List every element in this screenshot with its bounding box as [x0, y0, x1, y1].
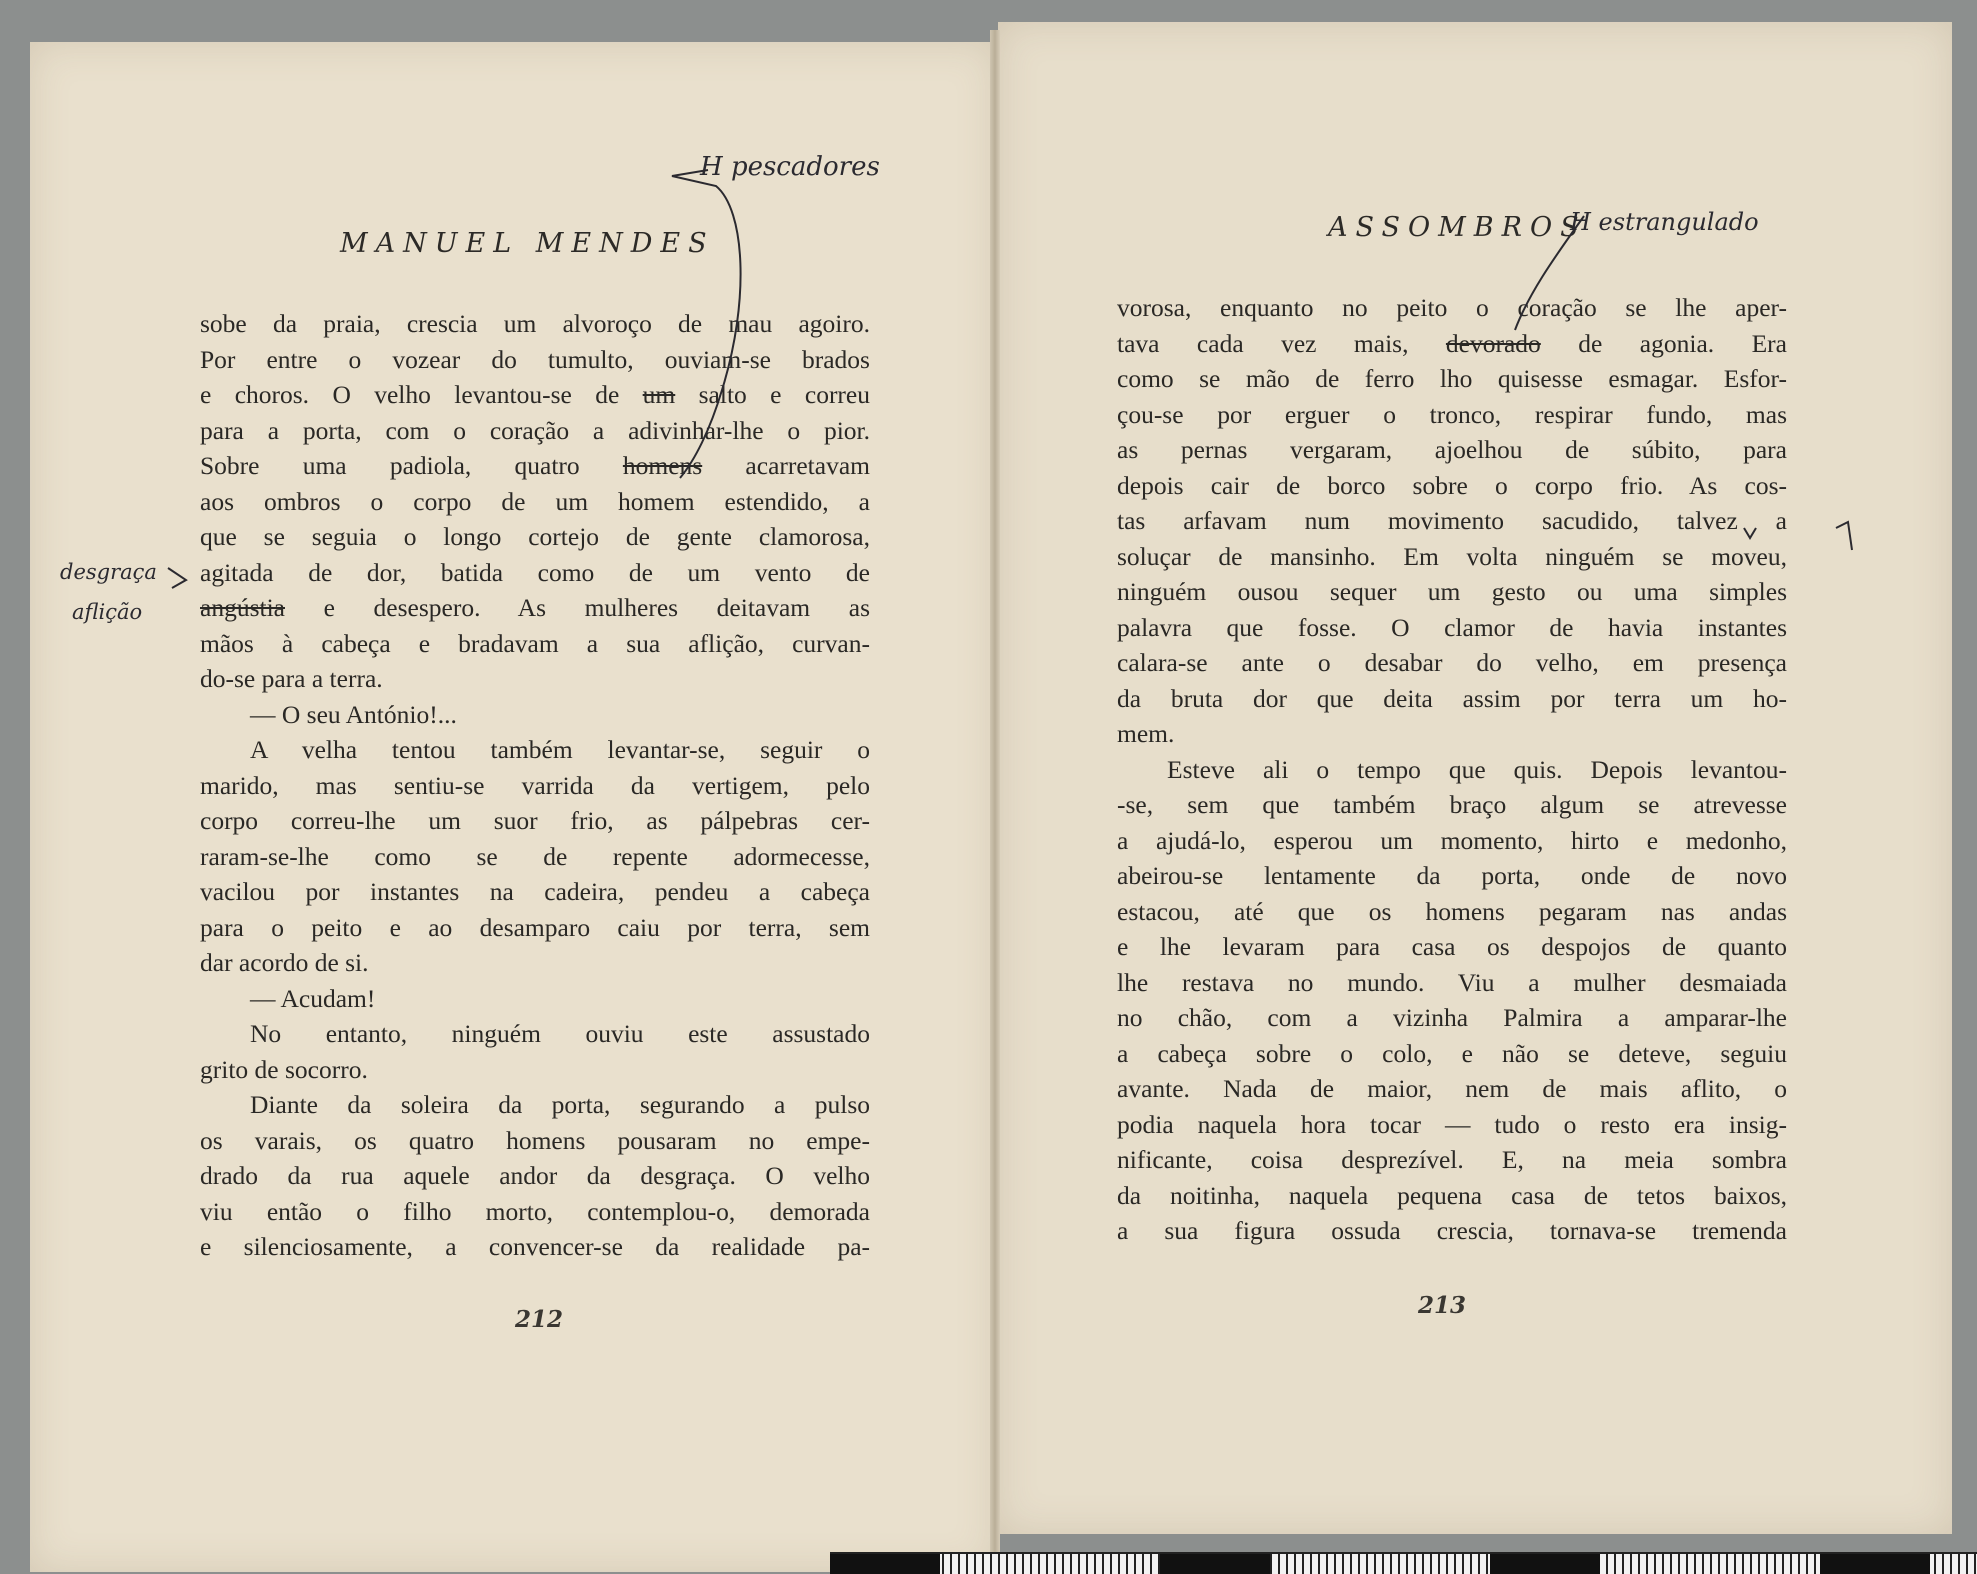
text-line: abeirou-se lentamente da porta, onde de novo — [1117, 861, 1787, 890]
struck-word: um — [642, 380, 676, 409]
text-segment: acarretavam — [702, 451, 870, 480]
text-line: palavra que fosse. O clamor de havia instantes — [1117, 612, 1787, 642]
insertion-caret — [1744, 528, 1756, 538]
text-line: aos ombros o corpo de um homem estendido, a — [200, 486, 870, 516]
text-segment: salto e correu — [675, 380, 870, 409]
struck-word: devorado — [1445, 328, 1541, 358]
text-line: agitada de dor, batida como de um vento de — [200, 557, 870, 587]
left-page-number: 212 — [515, 1306, 564, 1333]
handwritten-note-pescadores: H pescadores — [700, 152, 880, 182]
pescadores-arrow-stroke — [672, 170, 741, 478]
text-line: raram-se-lhe como se de repente adormecesse, — [200, 841, 870, 871]
text-line: tas arfavam num movimento sacudido, talvez a — [1117, 506, 1787, 535]
text-line: a ajudá-lo, esperou um momento, hirto e medonho, — [1117, 825, 1787, 855]
ruler-segment-dark — [1160, 1554, 1270, 1574]
text-line: para a porta, com o coração a adivinhar-lhe o pior. — [200, 415, 870, 445]
text-line: soluçar de mansinho. Em volta ninguém se moveu, — [1117, 541, 1787, 571]
text-line: da bruta dor que deita assim por terra um ho- — [1117, 683, 1787, 713]
text-line: do-se para a terra. — [200, 664, 383, 693]
ruler-segment-dark — [1820, 1554, 1930, 1574]
text-line: os varais, os quatro homens pousaram no empe- — [200, 1125, 870, 1155]
text-line: corpo correu-lhe um suor frio, as pálpebras cer- — [200, 806, 870, 835]
text-line: estacou, até que os homens pegaram nas andas — [1117, 896, 1787, 926]
text-line: grito de socorro. — [200, 1054, 368, 1084]
text-line: Esteve ali o tempo que quis. Depois levantou- — [1167, 754, 1787, 784]
text-line: da noitinha, naquela pequena casa de tetos baixos, — [1117, 1180, 1787, 1210]
text-line: e silenciosamente, a convencer-se da realidade pa- — [200, 1232, 870, 1261]
text-line: a sua figura ossuda crescia, tornava-se tremenda — [1117, 1216, 1787, 1245]
text-line: vorosa, enquanto no peito o coração se lhe aper- — [1117, 293, 1787, 322]
right-page-number: 213 — [1418, 1292, 1467, 1319]
margin-bracket-stroke — [168, 568, 186, 588]
text-line: nificante, coisa desprezível. E, na meia sombra — [1117, 1145, 1787, 1174]
text-line: -se, sem que também braço algum se atrevesse — [1117, 790, 1787, 819]
text-line: as pernas vergaram, ajoelhou de súbito, para — [1117, 435, 1787, 464]
text-line: A velha tentou também levantar-se, seguir o — [250, 735, 870, 764]
text-segment: Sobre uma padiola, quatro — [200, 451, 623, 480]
text-line: que se seguia o longo cortejo de gente clamorosa, — [200, 522, 870, 551]
text-line: marido, mas sentiu-se varrida da vertigem, pelo — [200, 770, 870, 800]
text-line: No entanto, ninguém ouviu este assustado — [250, 1019, 870, 1048]
text-line: avante. Nada de maior, nem de mais aflito, o — [1117, 1074, 1787, 1103]
text-segment: e choros. O velho levantou-se de — [200, 380, 643, 409]
text-line: Diante da soleira da porta, segurando a pulso — [250, 1090, 870, 1119]
scale-ruler — [830, 1552, 1977, 1574]
text-line: dar acordo de si. — [200, 948, 369, 977]
text-line: vacilou por instantes na cadeira, pendeu a cabeça — [200, 877, 870, 906]
text-line: podia naquela hora tocar — tudo o resto era insig- — [1117, 1109, 1787, 1139]
struck-word: angústia — [200, 593, 285, 622]
text-line: e lhe levaram para casa os despojos de quanto — [1117, 932, 1787, 961]
text-line: drado da rua aquele andor da desgraça. O velho — [200, 1161, 870, 1190]
text-line: como se mão de ferro lho quisesse esmagar. Esfor- — [1117, 364, 1787, 393]
text-line: mãos à cabeça e bradavam a sua aflição, curvan- — [200, 628, 870, 658]
handwritten-margin-aflicao: aflição — [72, 600, 143, 624]
ruler-segment-dark — [1490, 1554, 1600, 1574]
ruler-segment-dark — [830, 1554, 940, 1574]
text-line: sobe da praia, crescia um alvoroço de mau agoiro. — [200, 309, 870, 338]
text-line: viu então o filho morto, contemplou-o, demorada — [200, 1196, 870, 1226]
text-line: Por entre o vozear do tumulto, ouviam-se brados — [200, 344, 870, 374]
text-line: depois cair de borco sobre o corpo frio. As cos- — [1117, 470, 1787, 500]
text-line: a cabeça sobre o colo, e não se deteve, seguiu — [1117, 1038, 1787, 1068]
text-line: lhe restava no mundo. Viu a mulher desmaiada — [1117, 967, 1787, 997]
right-margin-mark — [1836, 522, 1852, 550]
struck-word: homens — [622, 451, 703, 480]
text-line: — Acudam! — [250, 983, 376, 1013]
text-line: — O seu António!... — [250, 699, 457, 729]
estrangulado-stroke — [1515, 216, 1584, 330]
right-running-header: ASSOMBROS — [1328, 212, 1587, 243]
text-line: ninguém ousou sequer um gesto ou uma simples — [1117, 577, 1787, 606]
text-line: çou-se por erguer o tronco, respirar fundo, mas — [1117, 399, 1787, 429]
text-segment: tava cada vez mais, — [1117, 328, 1446, 358]
left-running-header: MANUEL MENDES — [340, 228, 715, 259]
text-line: no chão, com a vizinha Palmira a amparar-lhe — [1117, 1003, 1787, 1032]
text-line: mem. — [1117, 719, 1175, 748]
handwritten-note-estrangulado: H estrangulado — [1570, 208, 1759, 236]
handwritten-margin-desgraca: desgraça — [60, 560, 157, 584]
text-segment: e desespero. As mulheres deitavam as — [284, 593, 870, 622]
text-line: calara-se ante o desabar do velho, em presença — [1117, 648, 1787, 677]
text-line: para o peito e ao desamparo caiu por terra, sem — [200, 912, 870, 942]
text-segment: de agonia. Era — [1540, 328, 1787, 358]
